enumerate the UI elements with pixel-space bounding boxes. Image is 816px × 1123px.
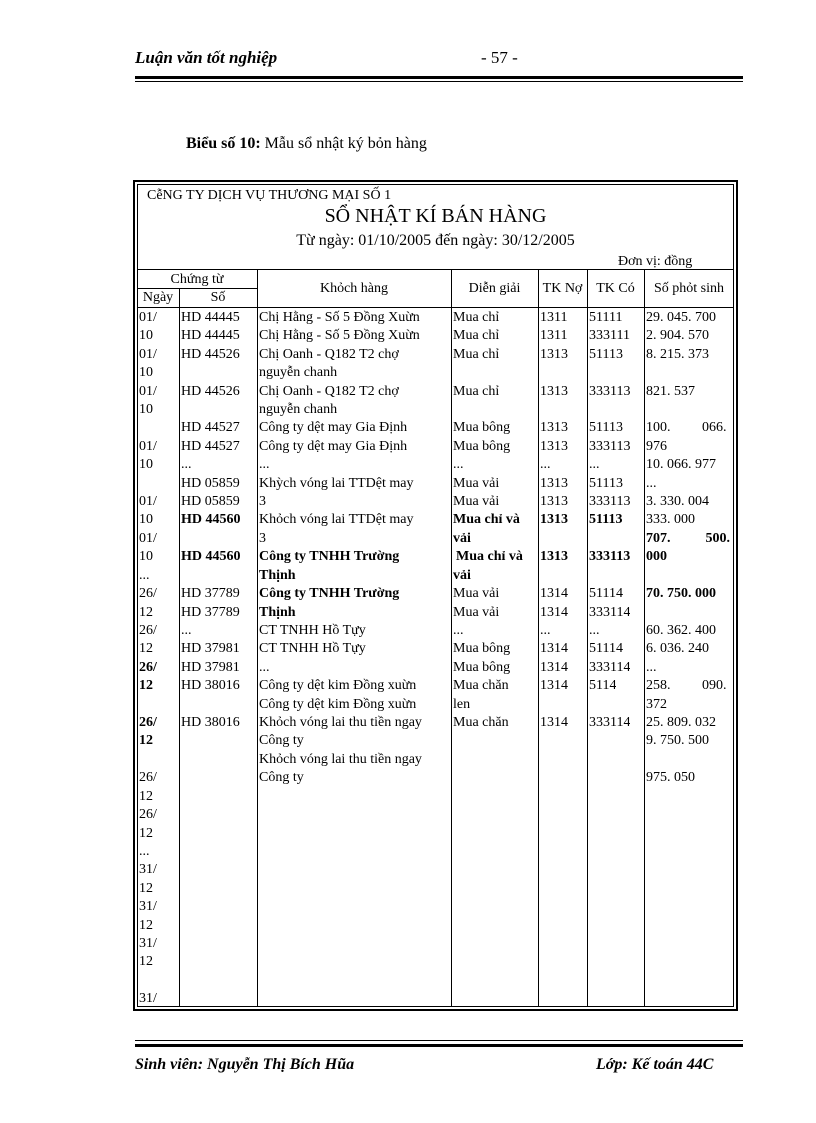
amount-line: 8. 215. 373 [646, 347, 709, 362]
debit-line: 1313 [540, 494, 568, 509]
description-line: Mua vải [453, 586, 500, 601]
date-line: 10 [139, 402, 153, 417]
credit-line: 333111 [589, 328, 630, 343]
debit-line: 1313 [540, 476, 568, 491]
description-line: Mua bông [453, 660, 511, 675]
header-description: Diễn giải [468, 281, 521, 296]
debit-line: 1313 [540, 420, 568, 435]
credit-line: ... [589, 457, 600, 472]
page-number: - 57 - [481, 48, 518, 67]
customer-line: Công ty dệt kim Đồng xuừn [259, 678, 417, 693]
amount-line: 60. 362. 400 [646, 623, 716, 638]
credit-line: 51113 [589, 420, 623, 435]
header-credit: TK Có [596, 281, 635, 296]
page-header [135, 48, 745, 74]
currency-unit: Đơn vị: đồng [618, 254, 693, 269]
credit-line: 51113 [589, 512, 623, 527]
customer-line: nguyễn chanh [259, 402, 338, 417]
header-number: Số [210, 290, 226, 305]
customer-line: Khỏch vóng lai thu tiền ngay [259, 715, 422, 730]
debit-line: 1314 [540, 715, 568, 730]
description-line: Mua bông [453, 641, 511, 656]
amount-line: 100. 066. [646, 420, 727, 435]
date-line: 10 [139, 457, 153, 472]
amount-line: 821. 537 [646, 384, 695, 399]
description-line: Mua chăn [453, 715, 509, 730]
description-line: vải [453, 568, 471, 583]
date-line: 01/ [139, 384, 157, 399]
description-line: Mua bông [453, 420, 511, 435]
date-line: 12 [139, 826, 153, 841]
customer-line: Công ty TNHH Trường [259, 586, 400, 601]
description-line: Mua chỉ [453, 384, 500, 399]
number-line: HD 44527 [181, 439, 240, 454]
description-line: Mua chỉ và [453, 512, 520, 527]
credit-line: 51114 [589, 586, 623, 601]
amount-line: 333. 000 [646, 512, 695, 527]
number-line: HD 05859 [181, 494, 240, 509]
description-line: Mua chỉ [453, 347, 500, 362]
company-name: CễNG TY DỊCH VỤ THƯƠNG MẠI SỐ 1 [147, 188, 392, 203]
date-line: 12 [139, 678, 153, 693]
amount-line: 258. 090. [646, 678, 727, 693]
date-line: 26/ [139, 660, 157, 675]
number-line: HD 38016 [181, 678, 240, 693]
header-amount: Số phỏt sinh [653, 281, 724, 296]
header-voucher: Chứng từ [170, 272, 224, 287]
debit-line: 1311 [540, 328, 568, 343]
credit-line: 51113 [589, 347, 623, 362]
customer-line: Khỏch vóng lai thu tiền ngay [259, 752, 422, 767]
amount-line: 6. 036. 240 [646, 641, 709, 656]
debit-line: ... [540, 457, 551, 472]
date-line: 01/ [139, 310, 157, 325]
debit-line: 1313 [540, 439, 568, 454]
number-line: HD 37981 [181, 660, 240, 675]
customer-line: nguyễn chanh [259, 365, 338, 380]
caption-text: Mẫu sổ nhật ký bỏn hàng [260, 135, 427, 152]
credit-line: 333114 [589, 660, 631, 675]
amount-line: 975. 050 [646, 770, 695, 785]
description-line: Mua vải [453, 476, 500, 491]
credit-line: 333114 [589, 605, 631, 620]
description-line: len [453, 697, 471, 712]
customer-line: Chị Hằng - Số 5 Đồng Xuừn [259, 310, 420, 325]
debit-line: 1314 [540, 678, 568, 693]
date-line: 01/ [139, 531, 157, 546]
amount-line: ... [646, 476, 657, 491]
debit-line: 1313 [540, 512, 568, 527]
header-customer: Khỏch hàng [319, 281, 389, 296]
date-line: 12 [139, 789, 153, 804]
col-divider-date [179, 288, 180, 1007]
credit-line: 51113 [589, 476, 623, 491]
number-line: ... [181, 457, 192, 472]
credit-line: 5114 [589, 678, 617, 693]
debit-line: 1313 [540, 549, 568, 564]
customer-line: Khỏch vóng lai TTDệt may [259, 512, 414, 527]
number-line: HD 05859 [181, 476, 240, 491]
customer-line: ... [259, 457, 270, 472]
customer-line: Khỳch vóng lai TTDệt may [259, 476, 414, 491]
credit-line: 333113 [589, 494, 631, 509]
number-line: HD 37789 [181, 605, 240, 620]
debit-line: 1314 [540, 586, 568, 601]
debit-line: 1314 [540, 660, 568, 675]
date-line: 10 [139, 365, 153, 380]
debit-line: 1313 [540, 384, 568, 399]
date-line: 12 [139, 733, 153, 748]
debit-line: 1311 [540, 310, 568, 325]
amount-line: 707. 500. [646, 531, 730, 546]
date-line: 31/ [139, 862, 157, 877]
amount-line: 2. 904. 570 [646, 328, 709, 343]
date-line: 12 [139, 605, 153, 620]
debit-line: 1314 [540, 605, 568, 620]
customer-line: Thịnh [259, 605, 296, 620]
customer-line: Chị Oanh - Q182 T2 chợ [259, 384, 399, 399]
class-name: Lớp: Kế toán 44C [596, 1056, 714, 1073]
date-line: ... [139, 844, 150, 859]
credit-line: 51111 [589, 310, 623, 325]
customer-line: CT TNHH Hồ Tựy [259, 623, 366, 638]
description-line: Mua chăn [453, 678, 509, 693]
thesis-title: Luận văn tốt nghiệp [135, 48, 278, 67]
number-line: ... [181, 623, 192, 638]
number-line: HD 37789 [181, 586, 240, 601]
figure-caption [186, 135, 427, 153]
number-line: HD 44526 [181, 347, 240, 362]
date-line: 12 [139, 918, 153, 933]
credit-line: ... [589, 623, 600, 638]
amount-line: 29. 045. 700 [646, 310, 716, 325]
header-rule-thin [135, 81, 743, 82]
date-line: 26/ [139, 807, 157, 822]
date-line: 26/ [139, 623, 157, 638]
customer-line: 3 [259, 531, 266, 546]
number-line: HD 44526 [181, 384, 240, 399]
amount-line: 976 [646, 439, 667, 454]
customer-line: Công ty dệt may Gia Định [259, 420, 408, 435]
credit-line: 333113 [589, 549, 631, 564]
number-line: HD 44560 [181, 549, 241, 564]
customer-line: Công ty [259, 733, 304, 748]
debit-line: 1313 [540, 347, 568, 362]
date-line: ... [139, 568, 150, 583]
date-line: 12 [139, 954, 153, 969]
description-line: Mua vải [453, 494, 500, 509]
credit-line: 333114 [589, 715, 631, 730]
date-line: 01/ [139, 347, 157, 362]
col-divider-credit [644, 269, 645, 1007]
ledger-title: SỔ NHẬT KÍ BÁN HÀNG [324, 205, 547, 227]
amount-line: 25. 809. 032 [646, 715, 716, 730]
description-line: Mua chỉ và [456, 549, 523, 564]
amount-line: 10. 066. 977 [646, 457, 716, 472]
date-line: 10 [139, 328, 153, 343]
date-line: 31/ [139, 991, 157, 1006]
description-line: vải [453, 531, 471, 546]
customer-line: ... [259, 660, 270, 675]
date-line: 12 [139, 881, 153, 896]
number-line: HD 44527 [181, 420, 240, 435]
header-rule-thick [135, 76, 743, 79]
description-line: ... [453, 457, 464, 472]
col-divider-number [257, 269, 258, 1007]
header-debit: TK Nợ [542, 281, 583, 296]
footer-rule-thick [135, 1044, 743, 1047]
voucher-group-rule [137, 288, 257, 289]
description-line: Mua bông [453, 439, 511, 454]
description-line: Mua vải [453, 605, 500, 620]
number-line: HD 44445 [181, 310, 240, 325]
date-line: 10 [139, 549, 153, 564]
col-divider-description [538, 269, 539, 1007]
number-line: HD 44445 [181, 328, 240, 343]
amount-line: ... [646, 660, 657, 675]
credit-line: 333113 [589, 384, 631, 399]
number-line: HD 44560 [181, 512, 241, 527]
description-line: ... [453, 623, 464, 638]
credit-line: 333113 [589, 439, 631, 454]
date-line: 31/ [139, 936, 157, 951]
description-line: Mua chỉ [453, 310, 500, 325]
customer-line: Công ty dệt may Gia Định [259, 439, 408, 454]
student-name: Sinh viên: Nguyễn Thị Bích Hũa [135, 1056, 355, 1073]
date-range: Từ ngày: 01/10/2005 đến ngày: 30/12/2005 [296, 232, 575, 249]
amount-line: 000 [646, 549, 667, 564]
header-date: Ngày [142, 290, 174, 305]
customer-line: Công ty TNHH Trường [259, 549, 400, 564]
date-line: 26/ [139, 586, 157, 601]
date-line: 01/ [139, 439, 157, 454]
customer-line: Chị Hằng - Số 5 Đồng Xuừn [259, 328, 420, 343]
amount-line: 9. 750. 500 [646, 733, 709, 748]
col-divider-customer [451, 269, 452, 1007]
customer-line: CT TNHH Hồ Tựy [259, 641, 366, 656]
customer-line: 3 [259, 494, 266, 509]
footer-rule-thin [135, 1040, 743, 1041]
date-line: 26/ [139, 715, 157, 730]
customer-line: Thịnh [259, 568, 296, 583]
amount-line: 372 [646, 697, 667, 712]
number-line: HD 38016 [181, 715, 240, 730]
date-line: 31/ [139, 899, 157, 914]
debit-line: ... [540, 623, 551, 638]
date-line: 12 [139, 641, 153, 656]
customer-line: Công ty dệt kim Đồng xuừn [259, 697, 417, 712]
description-line: Mua chỉ [453, 328, 500, 343]
date-line: 26/ [139, 770, 157, 785]
customer-line: Chị Oanh - Q182 T2 chợ [259, 347, 399, 362]
date-line: 10 [139, 512, 153, 527]
col-divider-debit [587, 269, 588, 1007]
debit-line: 1314 [540, 641, 568, 656]
caption-label: Biểu số 10: [186, 135, 261, 152]
credit-line: 51114 [589, 641, 623, 656]
date-line: 01/ [139, 494, 157, 509]
customer-line: Công ty [259, 770, 304, 785]
amount-line: 3. 330. 004 [646, 494, 709, 509]
number-line: HD 37981 [181, 641, 240, 656]
amount-line: 70. 750. 000 [646, 586, 716, 601]
